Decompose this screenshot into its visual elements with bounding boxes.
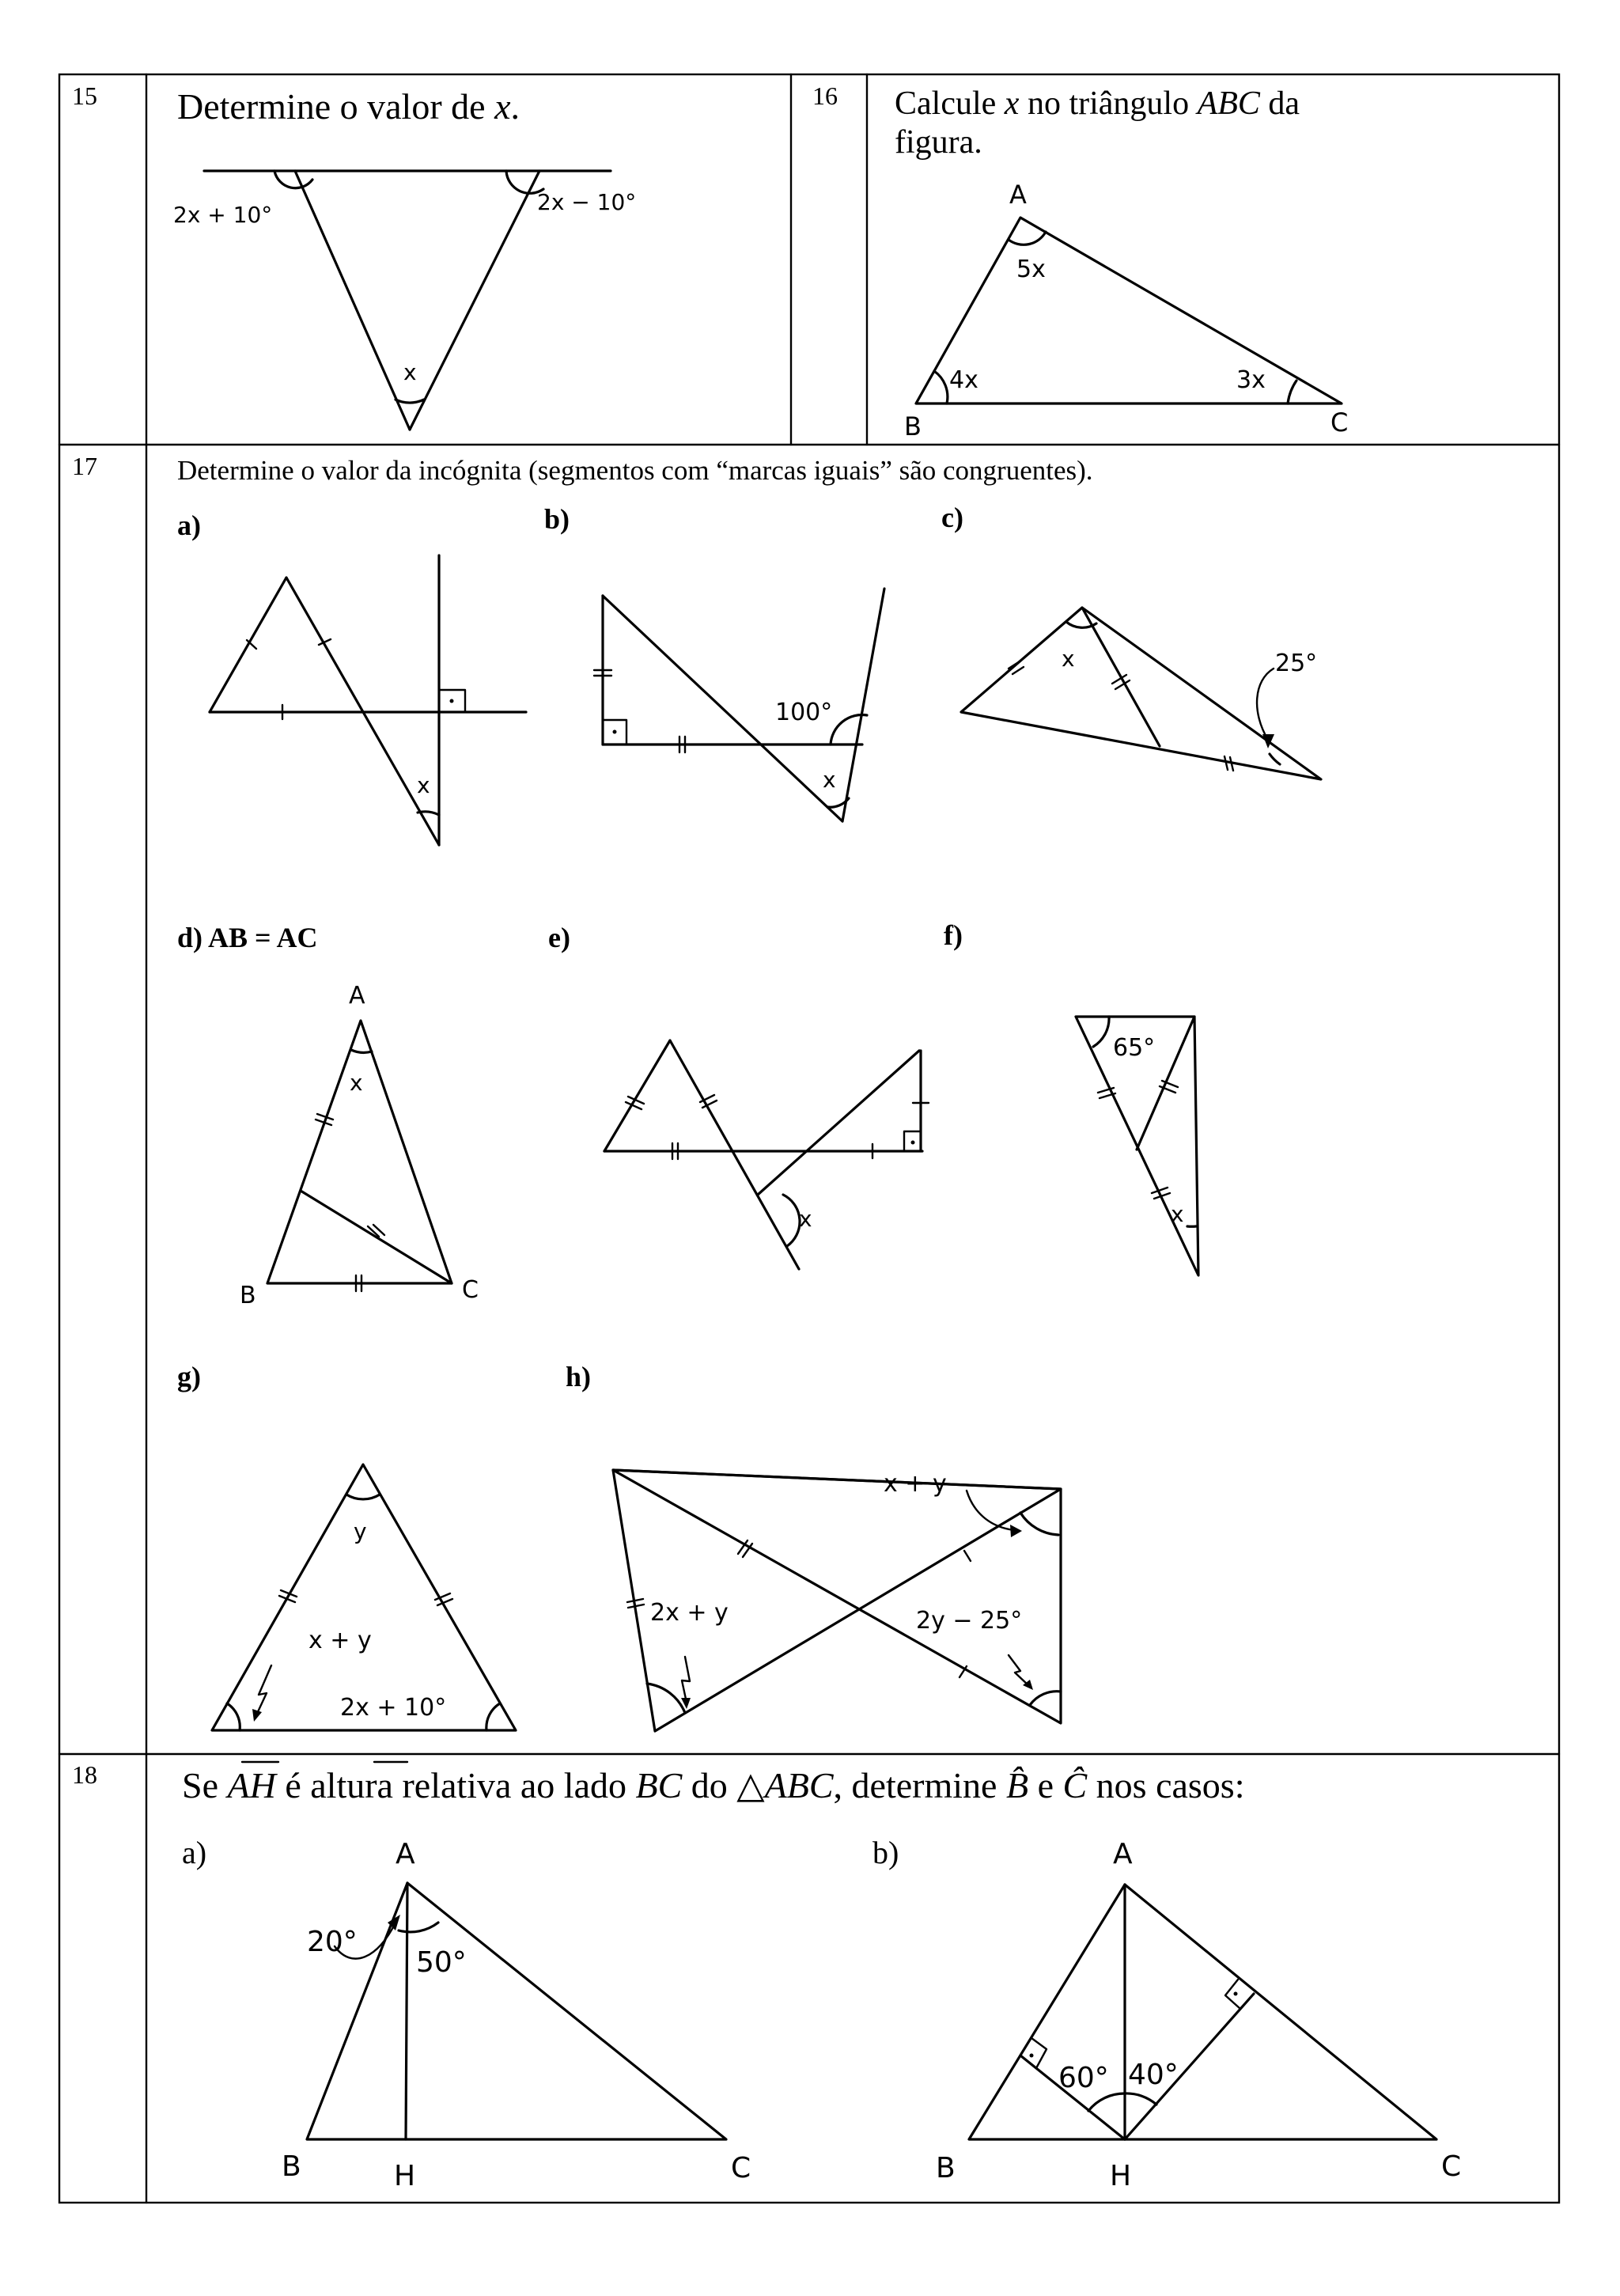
angle-label: 2x + 10°: [173, 202, 273, 228]
angle-label: 20°: [307, 1926, 358, 1958]
problem-number: 18: [72, 1760, 97, 1789]
part-label: c): [941, 502, 963, 533]
angle-label: x: [1062, 646, 1075, 672]
problem-prompt: Determine o valor de x.: [177, 86, 520, 127]
problem-16: [812, 81, 1348, 441]
angle-label: x + y: [308, 1627, 372, 1654]
vertex-label: B: [282, 2150, 301, 2183]
figure-17d: [177, 922, 479, 1309]
figure-18b: [872, 1835, 1461, 2192]
vertex-label: A: [396, 1838, 415, 1870]
figure-15: [173, 171, 636, 430]
vertex-label: A: [1113, 1838, 1133, 1870]
problem-number: 16: [812, 81, 838, 110]
figure-17e: [548, 922, 929, 1269]
figure-16: [904, 180, 1348, 441]
problem-number: 17: [72, 452, 97, 480]
vertex-label: H: [1110, 2160, 1132, 2192]
angle-label: 40°: [1128, 2059, 1179, 2091]
angle-label: 25°: [1275, 650, 1318, 677]
angle-label: 2x + y: [650, 1599, 729, 1627]
problem-15: [72, 81, 636, 430]
angle-label: 100°: [775, 699, 833, 726]
angle-label: 4x: [949, 366, 978, 394]
angle-label: 2y − 25°: [916, 1607, 1023, 1635]
angle-label: 2x − 10°: [537, 189, 637, 215]
problem-prompt: Se AH é altura relativa ao lado BC do △ABC, determine B̂ e Ĉ nos casos:: [182, 1765, 1245, 1805]
vertex-label: A: [1009, 180, 1027, 210]
figure-17a: [177, 510, 526, 845]
angle-label: x: [799, 1206, 812, 1232]
angle-label: x: [350, 1070, 363, 1096]
part-label: a): [177, 510, 201, 541]
vertex-label: A: [349, 982, 365, 1010]
angle-label: x: [403, 359, 417, 385]
figure-17c: [941, 502, 1321, 779]
part-label: b): [872, 1835, 899, 1870]
vertex-label: B: [240, 1282, 256, 1309]
angle-label: 2x + 10°: [340, 1694, 447, 1722]
angle-label: x: [823, 767, 836, 793]
vertex-label: C: [1330, 407, 1349, 438]
problem-prompt: Determine o valor da incógnita (segmentos com “marcas iguais” são congruentes).: [177, 455, 1093, 486]
problem-number: 15: [72, 81, 97, 110]
part-label: b): [544, 503, 570, 535]
problem-17: [72, 452, 1321, 1731]
part-label: h): [566, 1361, 592, 1392]
angle-label: 65°: [1113, 1034, 1156, 1062]
part-label: g): [177, 1361, 201, 1392]
angle-label: 60°: [1058, 2062, 1109, 2094]
problem-prompt-line1: Calcule x no triângulo ABC da: [895, 85, 1300, 122]
problem-18: [72, 1760, 1461, 2192]
figure-17h: [566, 1361, 1061, 1731]
part-label: e): [548, 922, 570, 953]
figure-17g: [177, 1361, 516, 1730]
vertex-label: B: [936, 2152, 956, 2184]
figure-17b: [544, 503, 884, 821]
vertex-label: H: [394, 2160, 416, 2192]
angle-label: 5x: [1016, 256, 1046, 283]
problem-prompt-line2: figura.: [895, 124, 982, 161]
part-label: a): [182, 1835, 207, 1870]
figure-18a: [182, 1835, 751, 2192]
vertex-label: C: [1441, 2150, 1462, 2183]
part-label: d) AB = AC: [177, 922, 318, 953]
figure-17f: [944, 919, 1198, 1275]
vertex-label: B: [904, 411, 922, 441]
vertex-label: C: [731, 2152, 751, 2184]
angle-label: 3x: [1236, 366, 1266, 394]
part-label: f): [944, 919, 963, 951]
table-grid: [59, 74, 1559, 2203]
angle-label: 50°: [416, 1946, 467, 1979]
angle-label: x: [1171, 1201, 1184, 1227]
angle-label: y: [354, 1518, 367, 1544]
angle-label: x + y: [884, 1470, 947, 1498]
angle-label: x: [417, 772, 430, 798]
vertex-label: C: [462, 1276, 479, 1304]
